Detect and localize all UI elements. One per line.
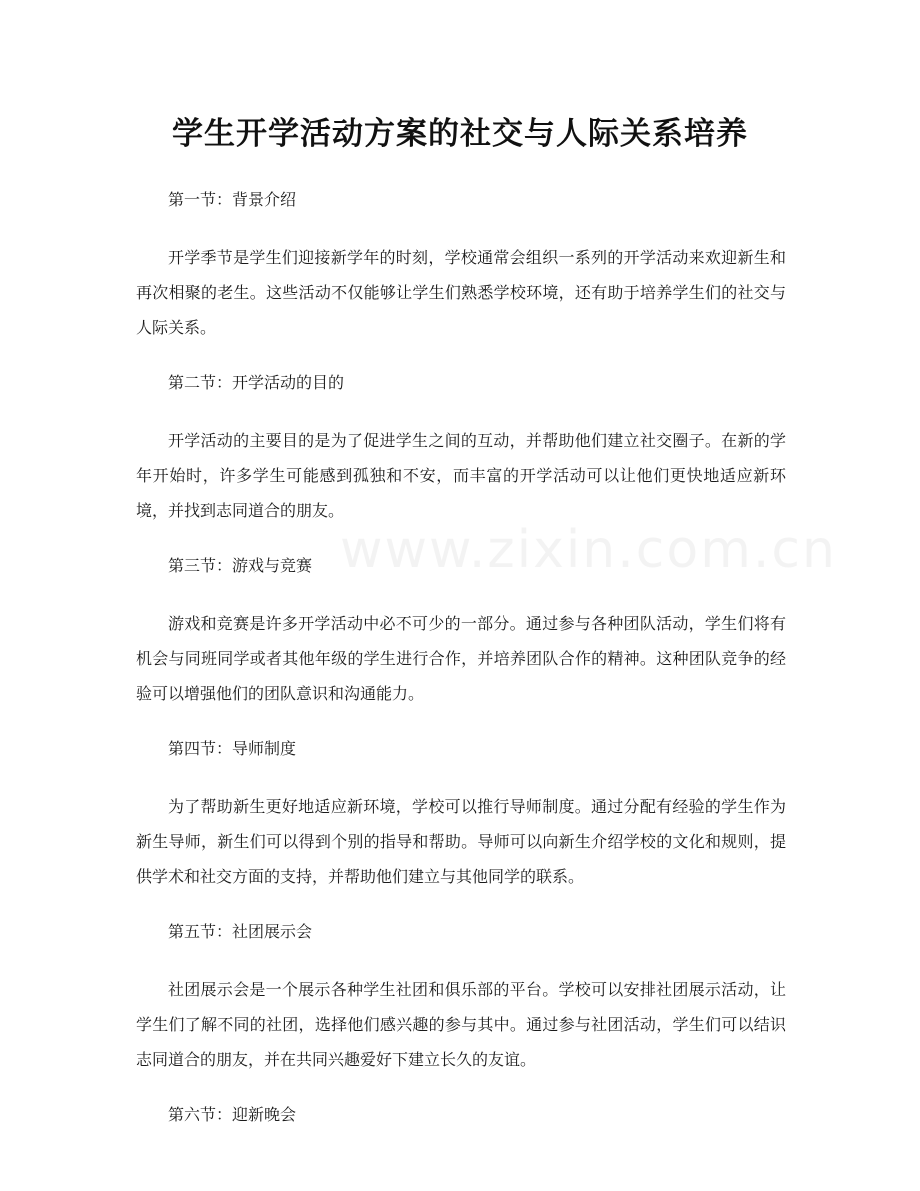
- section-paragraph-3: 游戏和竞赛是许多开学活动中必不可少的一部分。通过参与各种团队活动，学生们将有机会与同班同学或者其他年级的学生进行合作，并培养团队合作的精神。这种团队竞争的经验可以增强他们的团队意识和沟通能力。: [136, 614, 786, 703]
- section-heading-5: 第五节：社团展示会: [168, 922, 313, 941]
- section-heading-3: 第三节：游戏与竞赛: [168, 556, 313, 575]
- section-heading-2: 第二节：开学活动的目的: [168, 373, 345, 392]
- section-paragraph-5: 社团展示会是一个展示各种学生社团和俱乐部的平台。学校可以安排社团展示活动，让学生们了解不同的社团，选择他们感兴趣的参与其中。通过参与社团活动，学生们可以结识志同道合的朋友，并在共同兴趣爱好下建立长久的友谊。: [136, 980, 786, 1069]
- section-heading-4: 第四节：导师制度: [168, 739, 297, 758]
- section-paragraph-2: 开学活动的主要目的是为了促进学生之间的互动，并帮助他们建立社交圈子。在新的学年开始时，许多学生可能感到孤独和不安，而丰富的开学活动可以让他们更快地适应新环境，并找到志同道合的朋友。: [136, 431, 786, 520]
- section-paragraph-1: 开学季节是学生们迎接新学年的时刻，学校通常会组织一系列的开学活动来欢迎新生和再次相聚的老生。这些活动不仅能够让学生们熟悉学校环境，还有助于培养学生们的社交与人际关系。: [136, 248, 786, 337]
- section-heading-6: 第六节：迎新晚会: [168, 1105, 297, 1124]
- watermark: www.zixin.com.cn: [340, 520, 837, 580]
- document-body: [136, 186, 837, 1155]
- document-title: 学生开学活动方案的社交与人际关系培养: [172, 116, 748, 152]
- section-paragraph-4: 为了帮助新生更好地适应新环境，学校可以推行导师制度。通过分配有经验的学生作为新生导师，新生们可以得到个别的指导和帮助。导师可以向新生介绍学校的文化和规则，提供学术和社交方面的支持，并帮助他们建立与其他同学的联系。: [136, 797, 786, 886]
- section-heading-1: 第一节：背景介绍: [168, 190, 297, 209]
